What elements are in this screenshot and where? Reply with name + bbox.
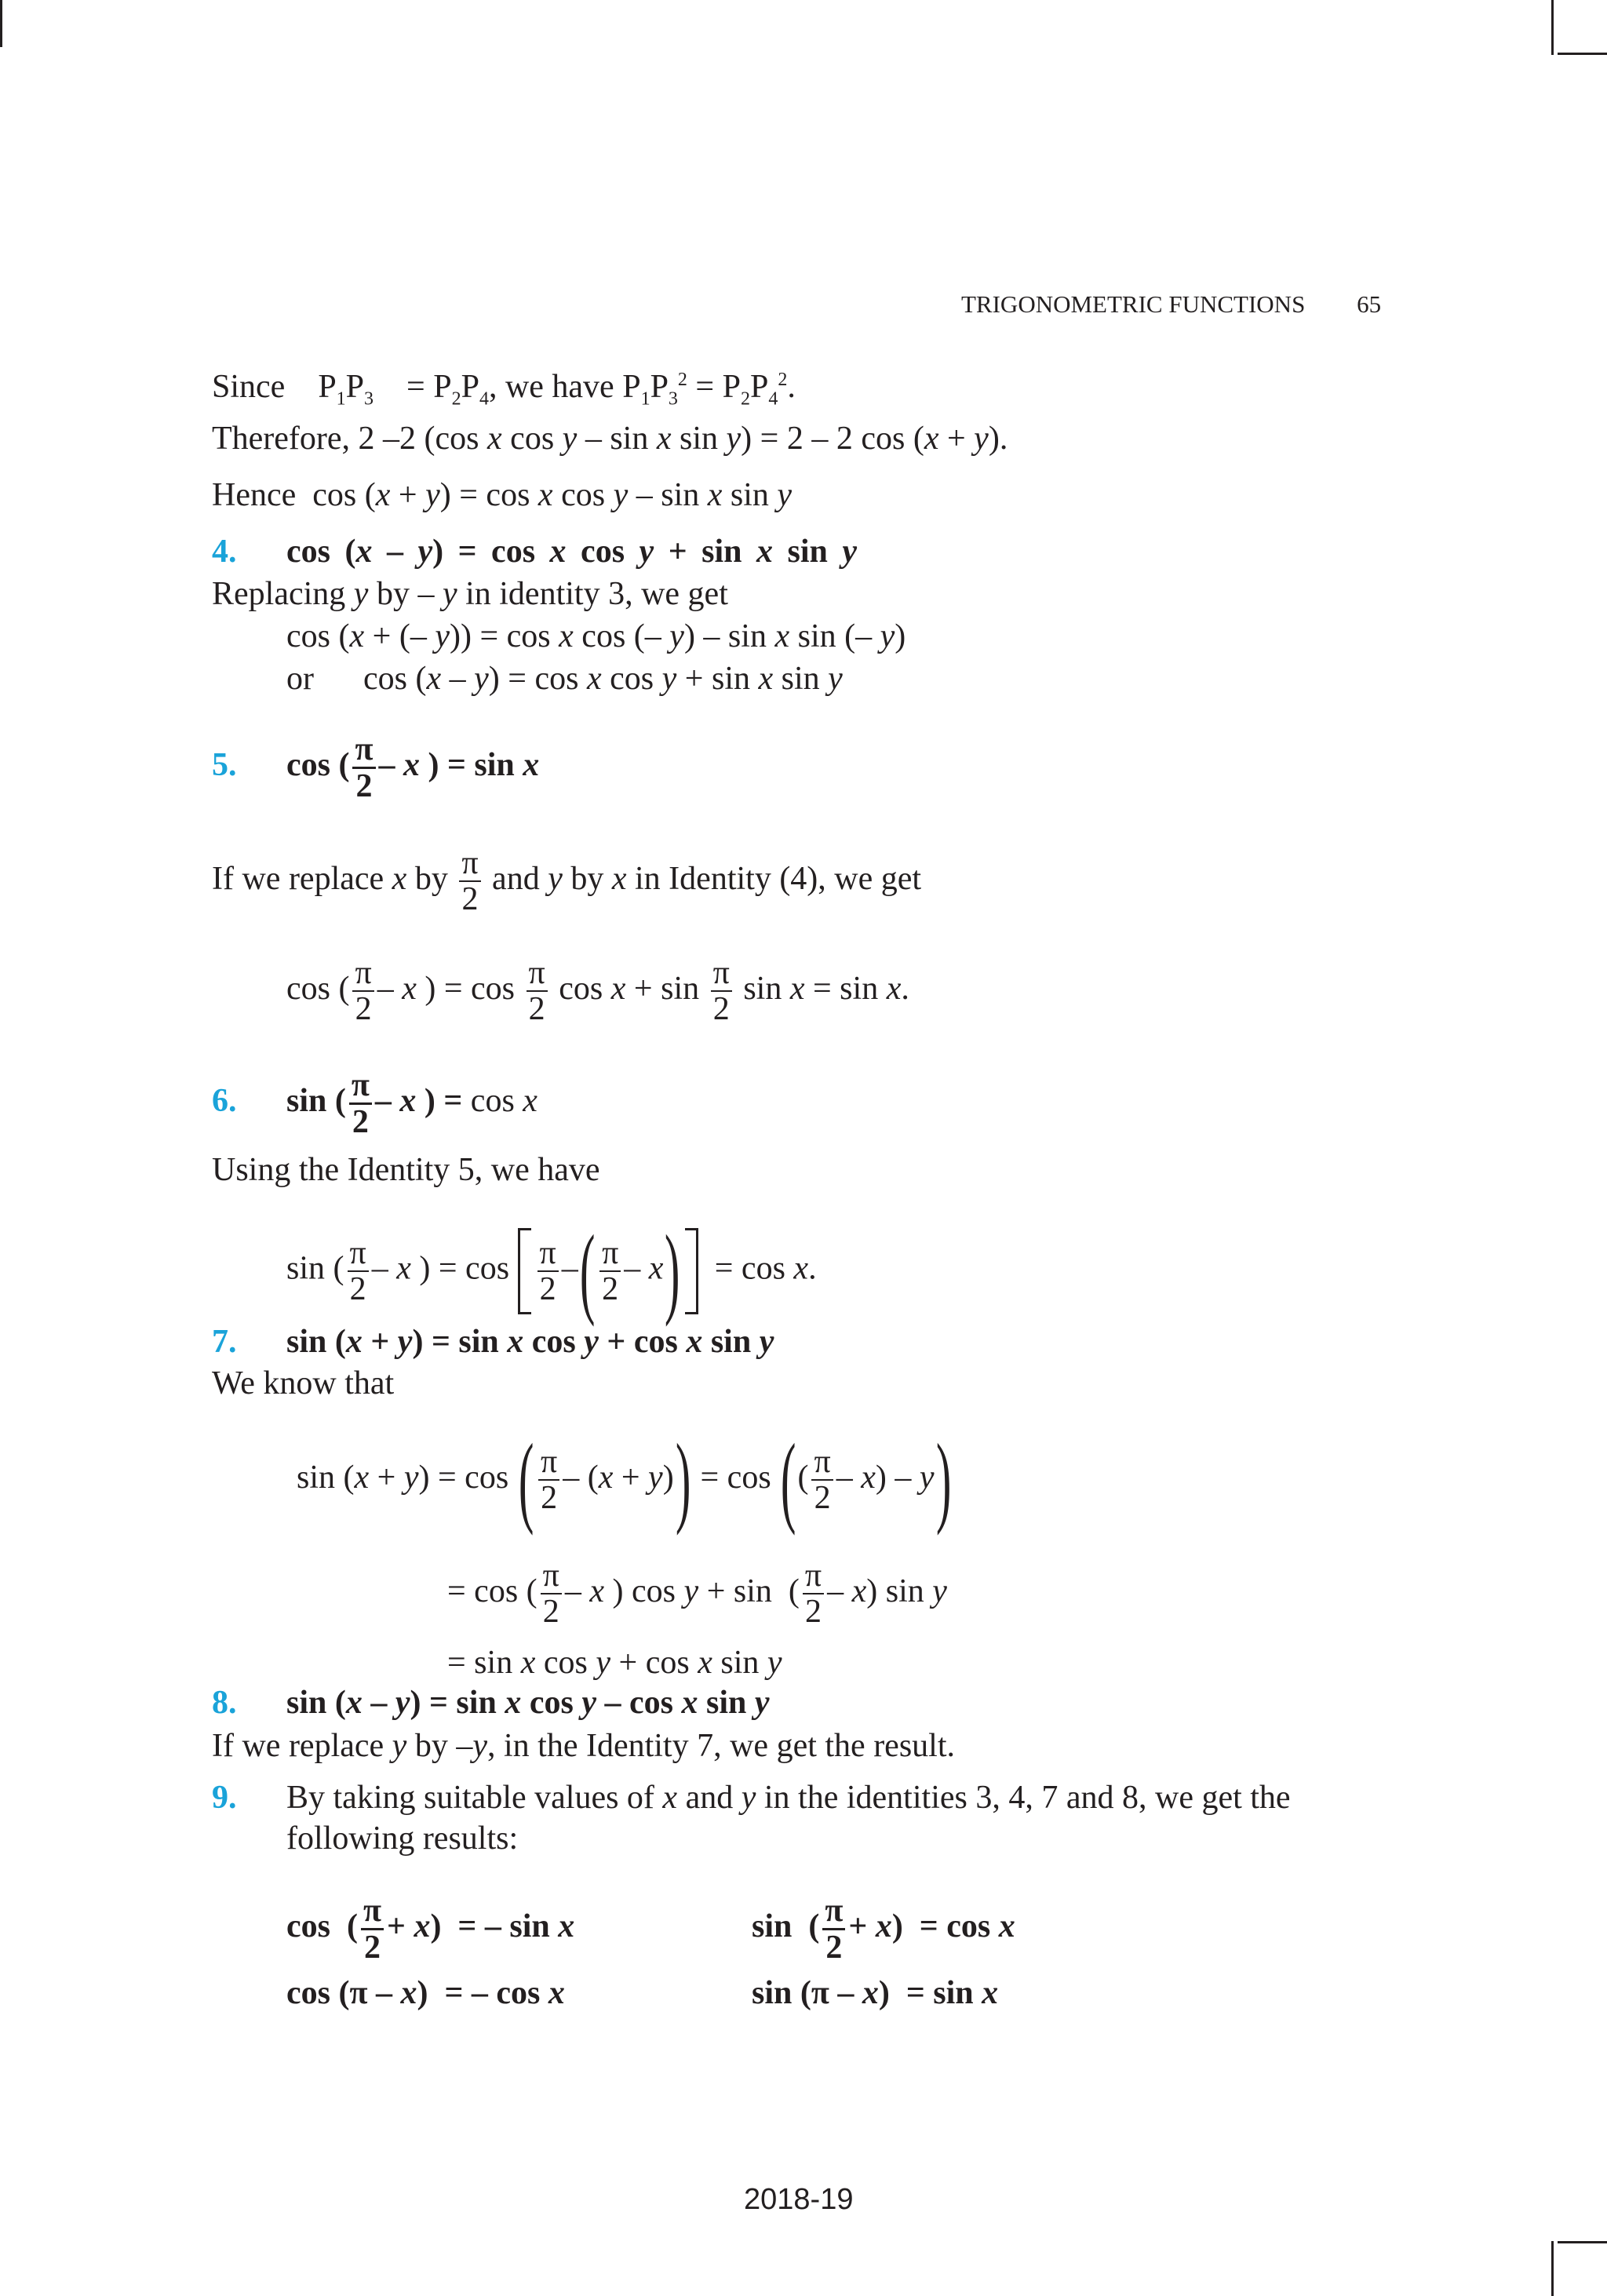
replacing-line — [212, 574, 728, 614]
footer-year: 2018-19 — [744, 2183, 854, 2216]
item9-suffix: in the identities 3, 4, 7 and 8, we get the — [763, 1780, 1291, 1816]
var-y: y — [741, 1780, 756, 1816]
by-word: by — [414, 861, 448, 897]
item-number-7: 7. — [212, 1324, 237, 1360]
derivation-4b: or cos (x – y) = cos x cos y + sin x sin y — [286, 661, 843, 697]
result-sin-pi-minus-x: sin (π – x) = sin x — [752, 1975, 999, 2011]
hence-word: Hence — [212, 477, 297, 513]
var-y: y — [548, 861, 563, 897]
denominator: 2 — [459, 880, 480, 917]
item9-line2: following results: — [286, 1820, 519, 1857]
var-y: y — [353, 576, 369, 612]
identity-7: sin (x + y) = sin x cos y + cos x sin y — [286, 1324, 774, 1360]
replace-y-mid: by – — [414, 1728, 473, 1764]
identity-5: cos ( $\frac{\pi}{2}$ – x ) = sin x — [286, 731, 540, 804]
and-word: and — [492, 861, 540, 897]
crop-mark-top-left — [0, 0, 2, 47]
replacing-mid: by – — [376, 576, 435, 612]
replace-y-suffix: , in the Identity 7, we get the result. — [486, 1728, 956, 1764]
page-number: 65 — [1357, 290, 1382, 318]
fraction-pi-over-2 — [459, 846, 480, 917]
if-replace-suffix: in Identity (4), we get — [635, 861, 922, 897]
therefore-line: Therefore, 2 –2 (cos x cos y – sin x sin y) = 2 – 2 cos (x + y). — [212, 421, 1008, 457]
derivation-7c: = sin x cos y + cos x sin y — [447, 1645, 782, 1681]
item-number-4: 4. — [212, 534, 237, 570]
fraction-pi-over-2 — [352, 732, 375, 804]
running-header — [961, 289, 1381, 320]
item-number-8: 8. — [212, 1685, 237, 1721]
left-bracket — [518, 1228, 531, 1314]
by-word: by — [570, 861, 604, 897]
identity-8: sin (x – y) = sin x cos y – cos x sin y — [286, 1685, 770, 1721]
replacing-suffix: in identity 3, we get — [465, 576, 728, 612]
since-word: Since — [212, 369, 286, 405]
we-have-text: we have — [505, 369, 614, 405]
crop-mark-top-right-v — [1551, 0, 1554, 55]
var-x: x — [611, 861, 627, 897]
using-line: Using the Identity 5, we have — [212, 1152, 600, 1188]
var-y: y — [472, 1728, 487, 1764]
item9-prefix: By taking suitable values of — [286, 1780, 654, 1816]
result-cos-pi2-plus-x: cos ( $\frac{\pi}{2}$ + x) = – sin x — [286, 1892, 575, 1966]
result-cos-pi-minus-x: cos (π – x) = – cos x — [286, 1975, 565, 2011]
numerator: π — [461, 845, 479, 882]
right-bracket — [685, 1228, 698, 1314]
running-title: TRIGONOMETRIC FUNCTIONS — [961, 290, 1306, 318]
we-know-line: We know that — [212, 1365, 395, 1401]
denominator: 2 — [352, 767, 375, 804]
hence-line: Hence cos (x + y) = cos x cos y – sin x sin y — [212, 477, 793, 513]
identity-6: sin ( $\frac{\pi}{2}$ – x ) = cos x — [286, 1066, 537, 1140]
numerator: π — [355, 731, 374, 767]
or-word: or — [286, 661, 314, 697]
item-number-9: 9. — [212, 1780, 237, 1816]
var-y: y — [442, 576, 457, 612]
derivation-6: sin ( $\frac{\pi}{2}$ – x ) = cos $\frac{\pi}{2}$ –( $\frac{\pi}{2}$ – x) = cos x. — [286, 1215, 817, 1328]
if-replace-prefix: If we replace — [212, 861, 384, 897]
crop-mark-bottom-right-h — [1558, 2241, 1607, 2243]
replace-y-line — [212, 1726, 955, 1766]
if-replace-line — [212, 840, 921, 918]
derivation-7a: sin (x + y) = cos ( $\frac{\pi}{2}$ – (x + y)) = cos (( $\frac{\pi}{2}$ – x) – y) — [297, 1423, 951, 1537]
replace-y-prefix: If we replace — [212, 1728, 384, 1764]
var-x: x — [392, 861, 407, 897]
var-y: y — [392, 1728, 407, 1764]
since-line: Since $P_1P_3$ = $P_2P_4$, we have $P_1P_3^2 = P_2P_4^2$. — [212, 369, 796, 410]
and-word: and — [685, 1780, 734, 1816]
derivation-5: cos ( $\frac{\pi}{2}$ – x ) = cos $\frac{\pi}{2}$ cos x + sin $\frac{\pi}{2}$ sin x = sin x. — [286, 955, 909, 1028]
therefore-prefix: Therefore, 2 –2 (cos — [212, 421, 479, 457]
var-x: x — [662, 1780, 678, 1816]
crop-mark-top-right-h — [1558, 53, 1607, 55]
derivation-4a: cos (x + (– y)) = cos x cos (– y) – sin x sin (– y) — [286, 618, 906, 654]
item-number-6: 6. — [212, 1083, 237, 1119]
replacing-prefix: Replacing — [212, 576, 346, 612]
crop-mark-bottom-right-v — [1551, 2241, 1554, 2296]
result-sin-pi2-plus-x: sin ( $\frac{\pi}{2}$ + x) = cos x — [752, 1892, 1015, 1966]
identity-4: cos (x – y) = cos x cos y + sin x sin y — [286, 534, 858, 570]
item-number-5: 5. — [212, 747, 237, 783]
item9-line1 — [286, 1778, 1291, 1817]
derivation-7b: = cos ( $\frac{\pi}{2}$ – x ) cos y + sin ( $\frac{\pi}{2}$ – x) sin y — [447, 1558, 947, 1631]
